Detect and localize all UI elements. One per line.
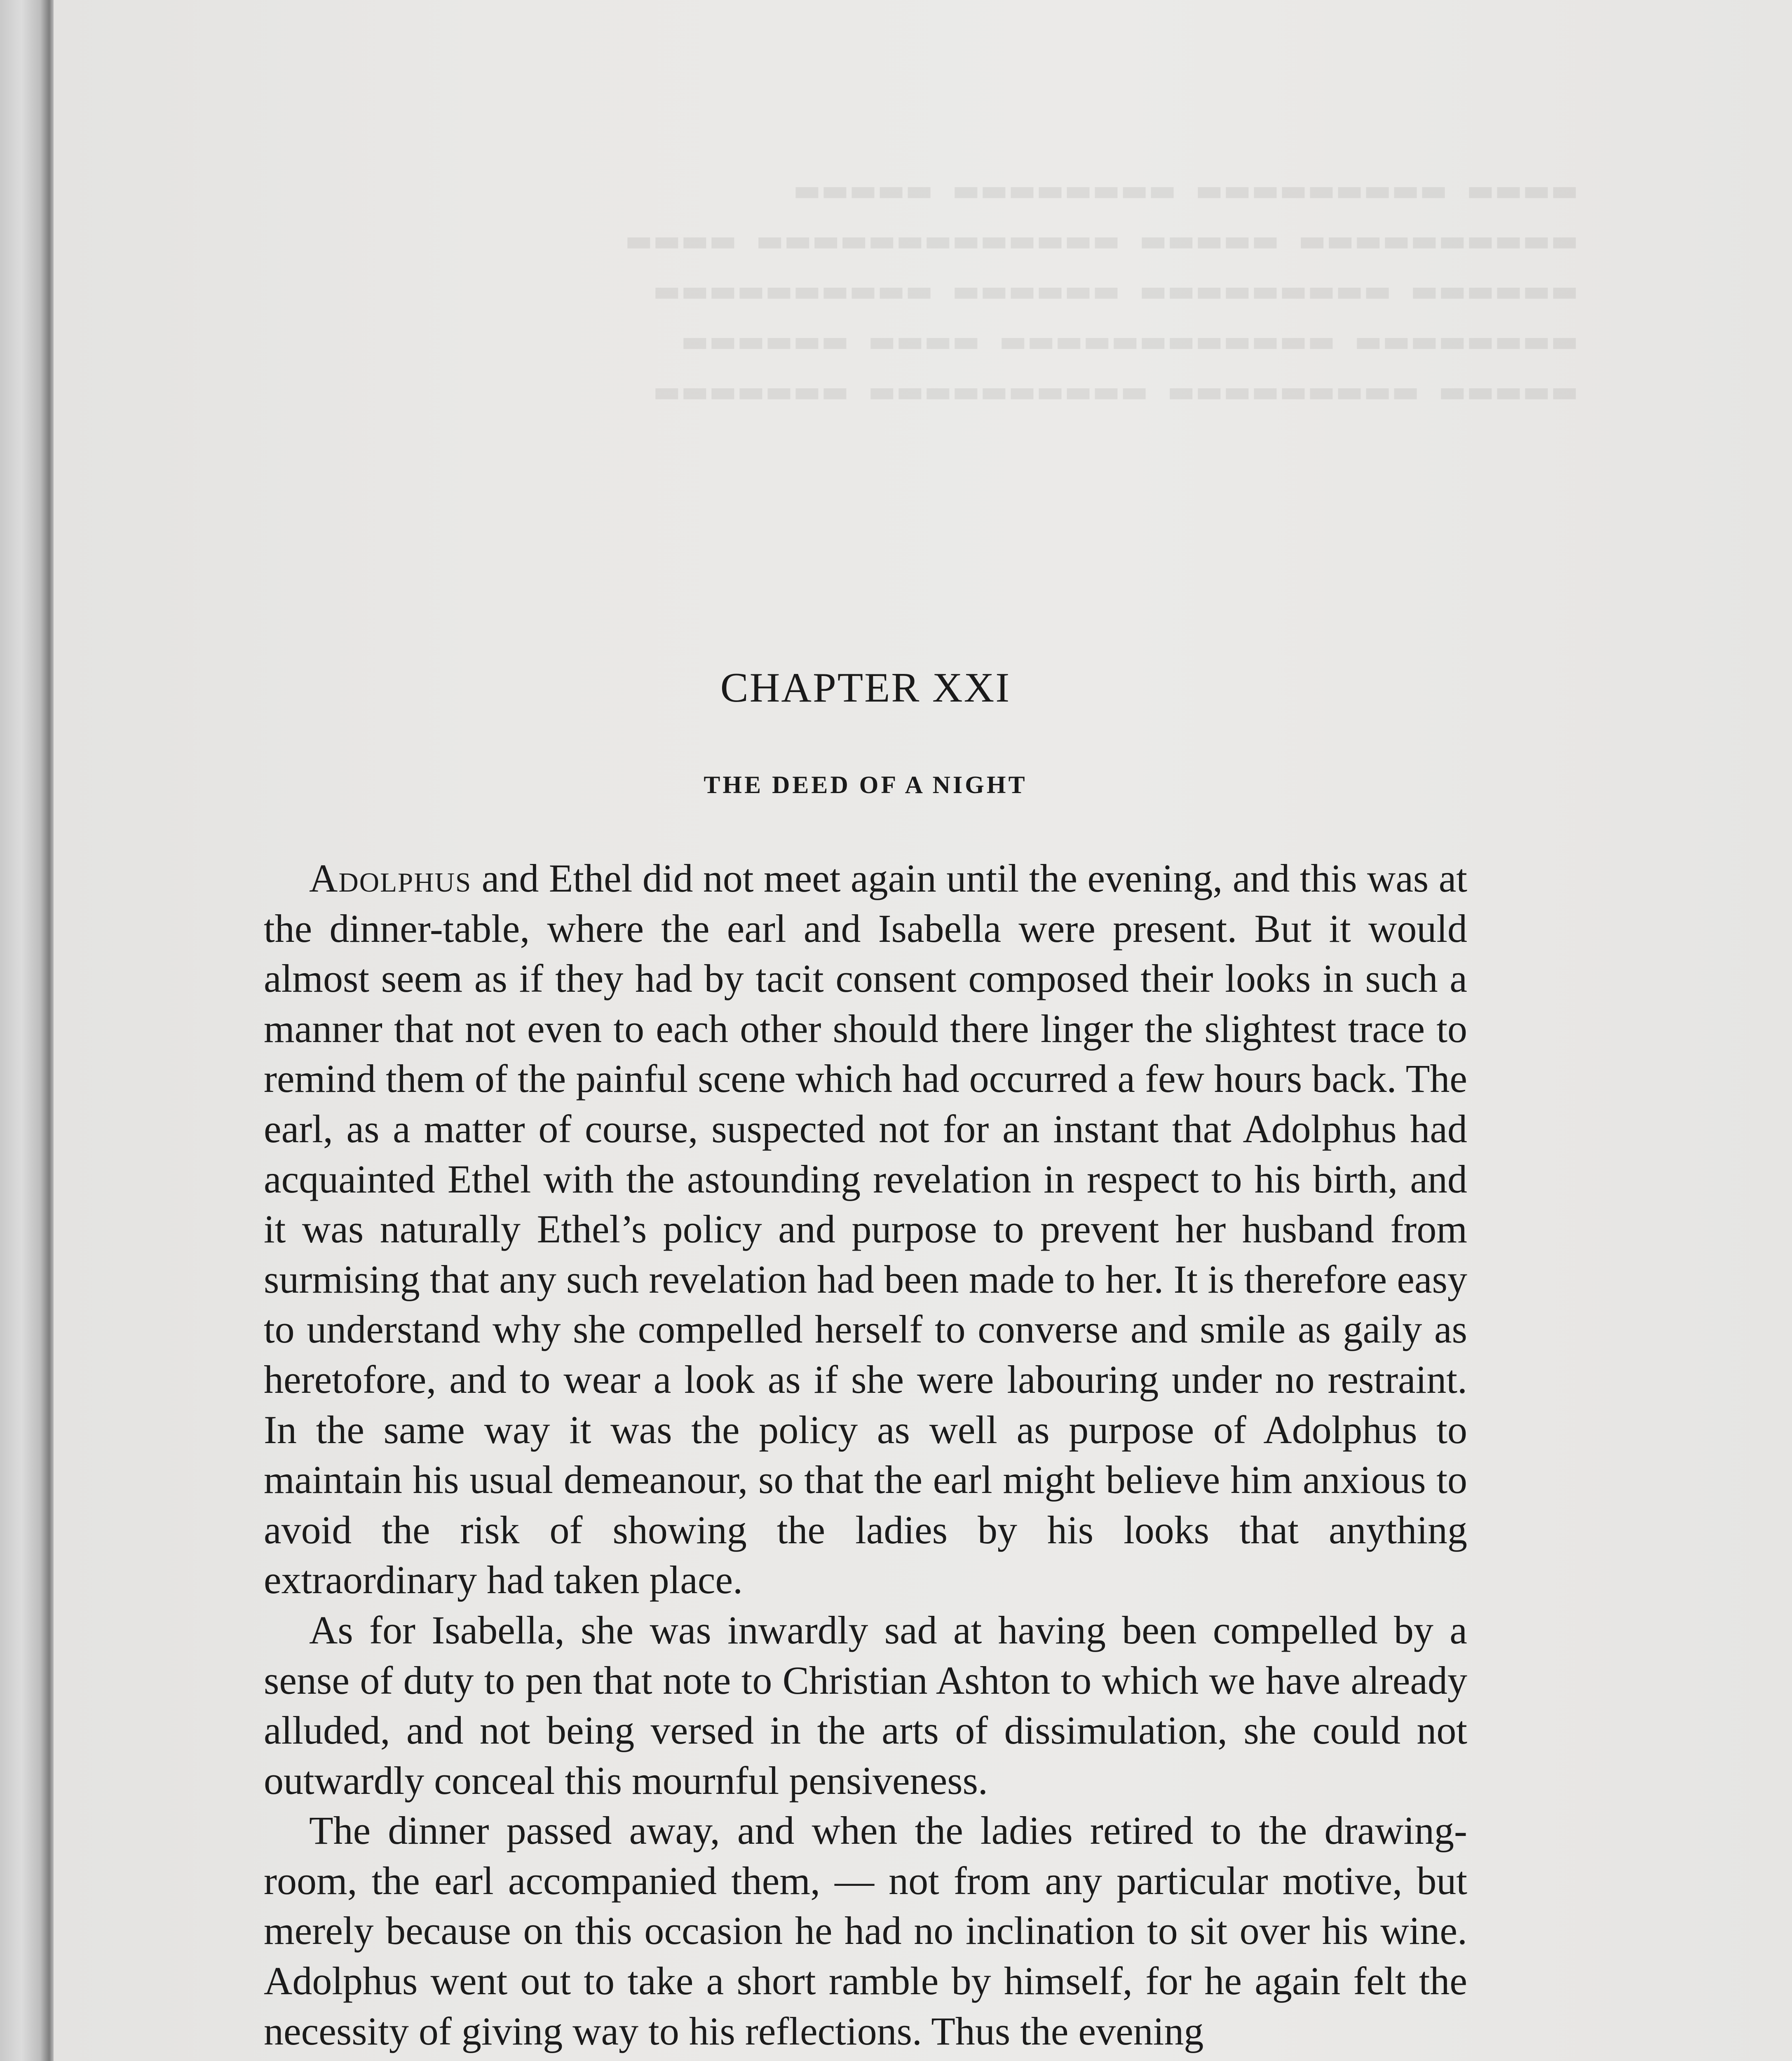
book-gutter xyxy=(0,0,54,2061)
paragraph xyxy=(264,1805,1467,2056)
paragraph-lead: Adolphus xyxy=(309,856,472,900)
show-through-bleed: ▬▬▬▬ ▬▬▬▬▬▬▬▬▬ ▬▬▬▬▬▬▬▬ ▬▬▬▬▬ ▬▬▬▬▬▬▬▬▬▬ ▬▬▬▬▬ ▬▬▬▬▬▬▬▬▬▬▬▬▬ ▬▬▬▬ ▬▬▬▬▬▬ ▬▬▬▬▬▬▬▬▬ ▬▬▬▬▬▬ ▬▬▬▬▬▬▬▬▬▬ ▬▬▬▬▬▬▬▬ ▬▬▬▬▬▬▬▬▬▬▬▬ ▬▬▬▬ ▬▬▬▬▬▬ ▬▬▬▬▬ ▬▬▬▬▬▬▬▬▬ ▬▬▬▬▬▬▬▬▬▬ ▬▬▬▬▬▬▬ xyxy=(624,173,1579,408)
paragraph-text: and Ethel did not meet again until the evening, and this was at the dinner-table, where the earl and Isabella were present. But it would almost seem as if they had by tacit consent composed their looks in such a manner that not even to each other should there linger the slightest trace to remind them of the painful scene which had occurred a few hours back. The earl, as a matter of course, suspected not for an instant that Adolphus had acquainted Ethel with the astounding revelation in respect to his birth, and it was naturally Ethel’s policy and purpose to prevent her husband from surmising that any such revelation had been made to her. It is therefore easy to understand why she compelled herself to converse and smile as gaily as heretofore, and to wear a look as if she were labouring under no restraint. In the same way it was the policy as well as purpose of Adolphus to maintain his usual demeanour, so that the earl might believe him anxious to avoid the risk of showing the ladies by his looks that anything extraordinary had taken place. xyxy=(264,856,1467,1602)
paragraph xyxy=(264,1605,1467,1805)
paragraph-text: The dinner passed away, and when the ladies retired to the drawing-room, the earl accompanied them, — not from any particular motive, but merely because on this occasion he had no inclination to sit over his wine. Adolphus went out to take a short ramble by himself, for he again felt the necessity of giving way to his reflections. Thus the evening xyxy=(264,1808,1467,2053)
chapter-subtitle: THE DEED OF A NIGHT xyxy=(704,771,1027,798)
chapter-title: CHAPTER XXI xyxy=(720,664,1011,711)
paragraph xyxy=(264,853,1467,1605)
body-text xyxy=(264,853,1467,2056)
paragraph-text: As for Isabella, she was inwardly sad at having been compelled by a sense of duty to pen that note to Christian Ashton to which we have already alluded, and not being versed in the arts of dissimulation, she could not outwardly conceal this mournful pensiveness. xyxy=(264,1608,1467,1803)
